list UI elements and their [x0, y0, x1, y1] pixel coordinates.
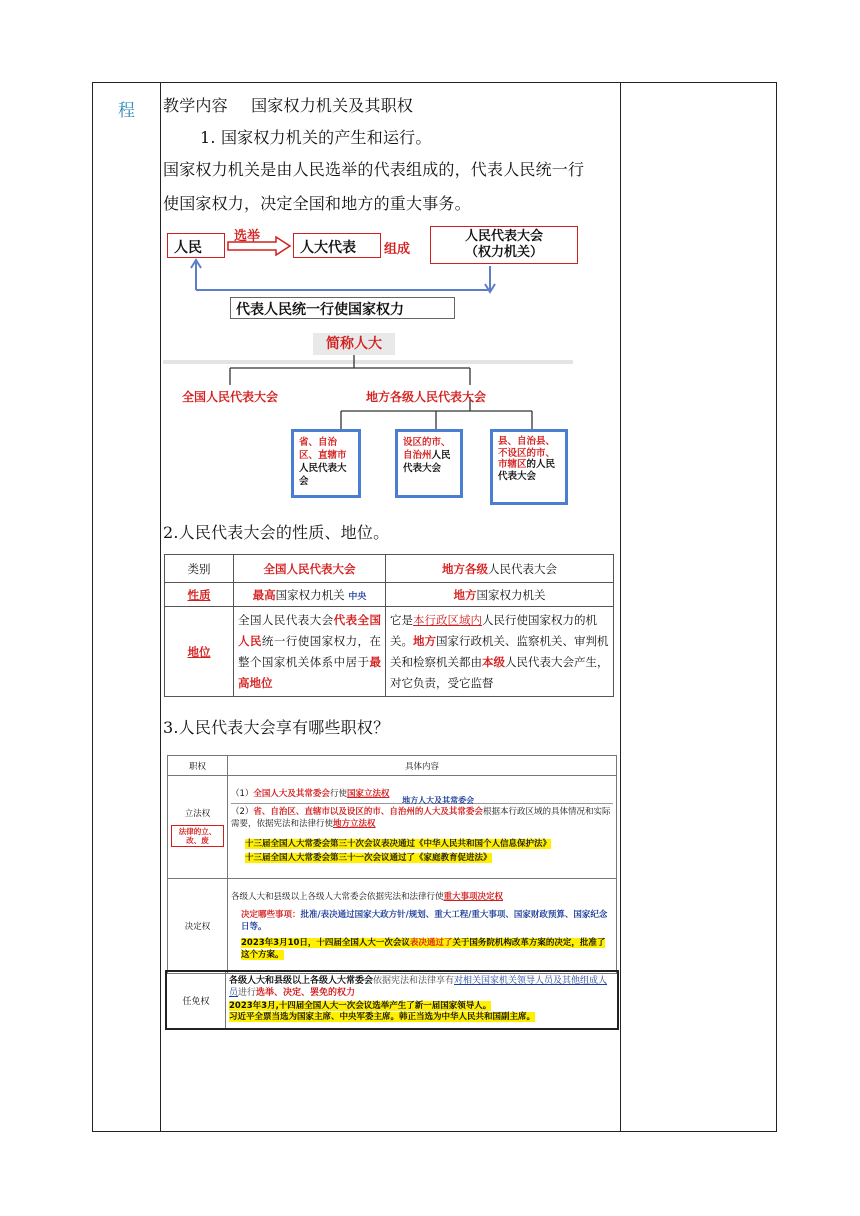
t3-leg-highlight-1: 十三届全国人大常委会第三十次会议表决通过《中华人民共和国个人信息保护法》	[245, 839, 552, 849]
t2-nature-label: 性质	[165, 583, 234, 607]
t3-app-highlight: 2023年3月,十四届全国人大一次会议选举产生了新一届国家领导人。 习近平全票当选为国家主席、中央军委主席。韩正当选为中华人民共和国副主席。	[229, 1001, 536, 1022]
flow-congress-line-1: 人民代表大会	[464, 229, 543, 244]
paragraph-1-line-1: 国家权力机关是由人民选举的代表组成的，代表人民统一行	[163, 160, 585, 179]
paragraph-1-line-2: 使国家权力，决定全国和地方的重大事务。	[163, 194, 471, 213]
flow-congress-line-2: （权力机关）	[464, 245, 543, 260]
t2-status-label: 地位	[165, 607, 234, 697]
powers-table	[167, 755, 617, 974]
t2-nature-local: 地方国家权力机关	[386, 583, 614, 607]
t2-header-local: 地方各级人民代表大会	[386, 555, 614, 583]
flow-compose-label: 组成	[384, 242, 411, 257]
heading	[163, 93, 413, 116]
t2-header-category: 类别	[165, 555, 234, 583]
tree-leaf-city: 设区的市、自治州人民代表大会	[395, 429, 463, 498]
column-divider-right	[620, 82, 621, 1132]
t2-header-national: 全国人民代表大会	[234, 555, 386, 583]
flow-people-box: 人民	[167, 233, 225, 258]
t3-appointment-content	[229, 975, 615, 1023]
column-divider-left	[160, 82, 161, 1132]
item-3: 3.人民代表大会享有哪些职权？	[163, 718, 390, 737]
flow-bottom-box: 代表人民统一行使国家权力	[230, 297, 455, 319]
t3-legislative-content	[228, 776, 617, 879]
flow-feedback-arrow	[188, 258, 498, 298]
t3-dec-item-3: 2023年3月10日，十四届全国人大一次会议表决通过了关于国务院机构改革方案的决定，批准了这个方案。	[241, 938, 606, 960]
flow-elect-label: 选举	[234, 229, 261, 244]
t3-decision-label: 决定权	[168, 879, 228, 974]
t3-legislative-tag: 法律的立、改、废	[171, 825, 224, 847]
t3-dec-item-1: 各级人大和县级以上各级人大常委会依据宪法和法律行使重大事项决定权	[231, 892, 504, 902]
t3-decision-content	[228, 879, 617, 974]
heading-label: 教学内容	[163, 96, 228, 115]
tree-root: 简称人大	[313, 333, 395, 355]
item-1: 1. 国家权力机关的产生和运行。	[200, 128, 432, 147]
t2-nature-national: 最高国家权力机关 中央	[234, 583, 386, 607]
tree-local: 地方各级人民代表大会	[366, 390, 487, 404]
t3-leg-highlight-2: 十三届全国人大常委会第三十一次会议通过了《家庭教育促进法》	[245, 853, 492, 863]
t3-leg-item-2: （2）省、自治区、直辖市以及设区的市、自治州的人大及其常委会根据本行政区域的具体情况和实际需要，依据宪法和法律行使地方立法权	[231, 807, 611, 829]
flow-elect-arrow	[226, 236, 294, 256]
heading-title: 国家权力机关及其职权	[251, 96, 414, 115]
t2-status-local: 它是本行政区域内人民行使国家权力的机关。地方国家行政机关、监察机关、审判机关和检察机关都由本级人民代表大会产生，对它负责，受它监督	[386, 607, 614, 697]
flow-deputies-box: 人大代表	[293, 233, 381, 258]
t3-header-power: 职权	[168, 756, 228, 776]
tree-leaf-provincial: 省、自治区、直辖市人民代表大会	[291, 429, 361, 498]
t3-appointment-row	[165, 970, 619, 1030]
tree-leaf-county: 县、自治县、不设区的市、市辖区的人民代表大会	[490, 429, 568, 505]
t3-leg-note: 地方人大及其常委会	[402, 796, 475, 805]
t3-header-content: 具体内容	[228, 756, 617, 776]
t2-status-national: 全国人民代表大会代表全国人民统一行使国家权力，在整个国家机关体系中居于最高地位	[234, 607, 386, 697]
t3-appointment-label: 任免权	[167, 972, 226, 1028]
t3-legislative-label-cell	[168, 776, 228, 879]
t3-app-item-1: 各级人大和县级以上各级人大常委会依据宪法和法律享有对相关国家机关领导人员及其他组成人员进行选举、决定、罢免的权力	[229, 976, 608, 998]
tree-national: 全国人民代表大会	[182, 390, 279, 404]
side-label: 程	[118, 101, 135, 121]
t3-legislative-label: 立法权	[184, 809, 211, 819]
nature-status-table	[164, 554, 614, 697]
t3-dec-item-2: 决定哪些事项：批准/表决通过国家大政方针/规划、重大工程/重大事项、国家财政预算、国家纪念日等。	[241, 910, 608, 932]
item-2: 2.人民代表大会的性质、地位。	[163, 523, 390, 542]
t3-leg-item-1: （1）全国人大及其常委会行使国家立法权 地方人大及其常委会	[231, 788, 613, 804]
